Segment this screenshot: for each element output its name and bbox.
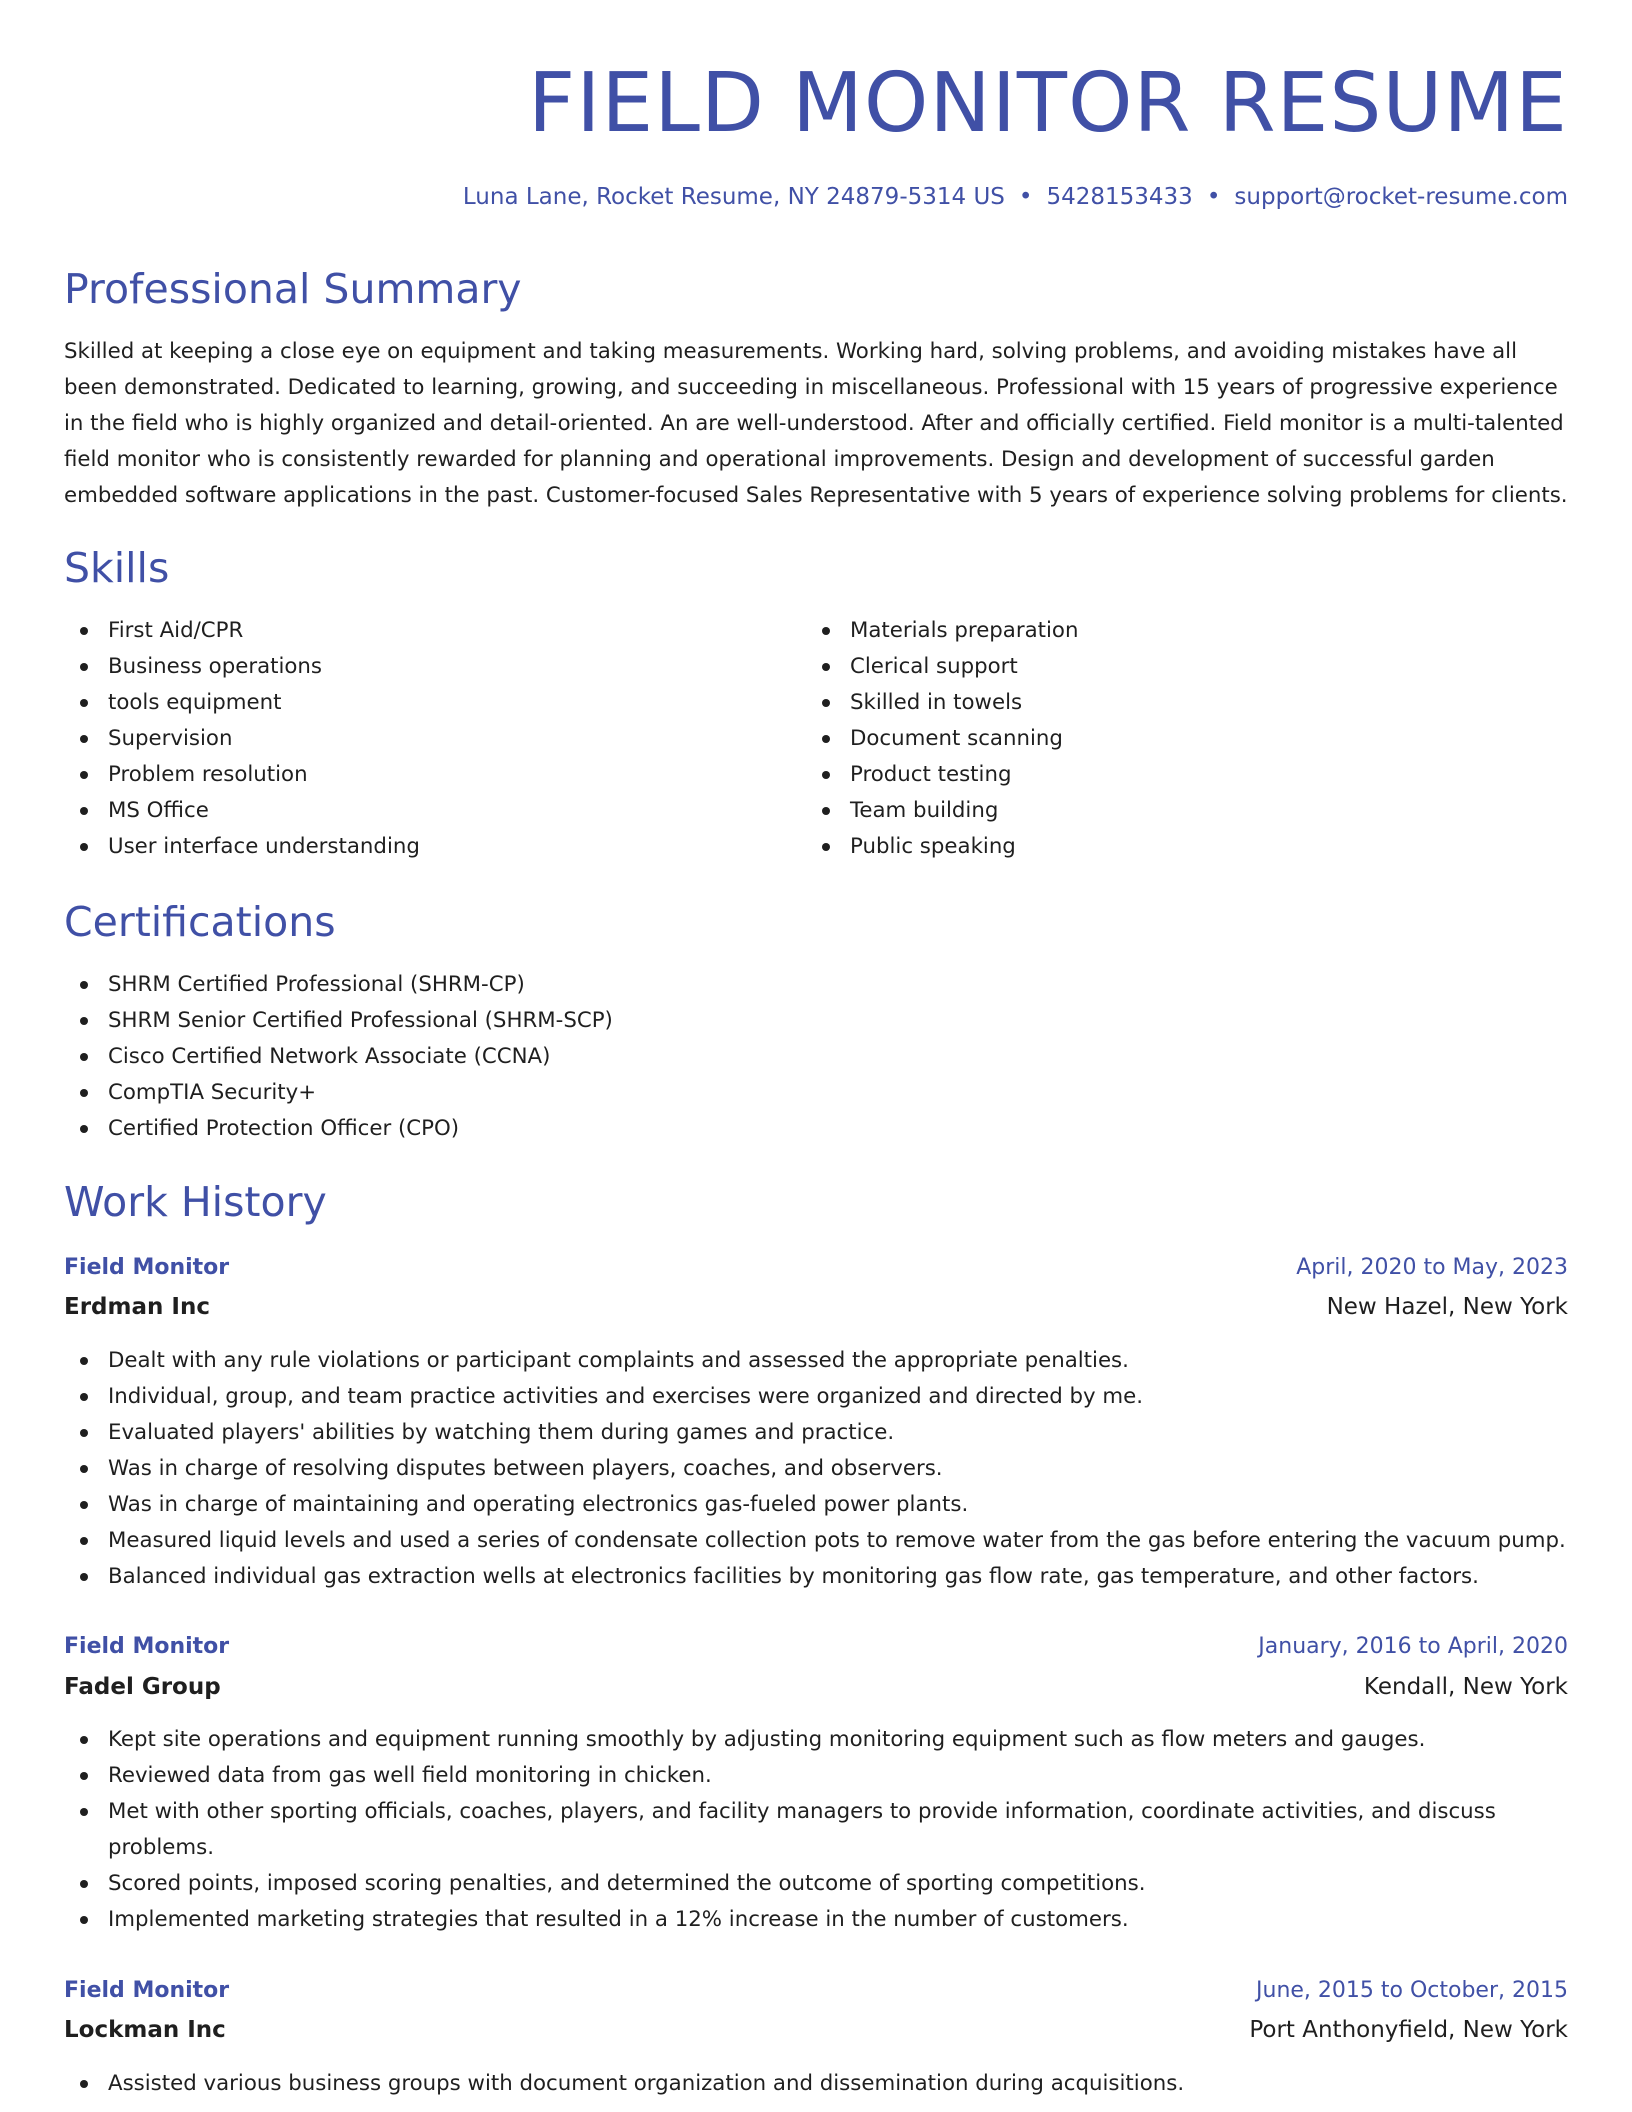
skills-list-right xyxy=(806,613,1078,865)
summary-heading: Professional Summary xyxy=(64,265,522,313)
work-history-heading: Work History xyxy=(64,1178,327,1226)
job-title-row xyxy=(64,1974,1568,2008)
job-company: Fadel Group xyxy=(64,1674,221,1700)
contact-address: Luna Lane, Rocket Resume, NY 24879-5314 US xyxy=(462,184,1005,210)
job-company-row xyxy=(64,1290,1568,1324)
certifications-list xyxy=(64,967,613,1147)
certification-item: Certified Protection Officer (CPO) xyxy=(64,1111,613,1147)
job-bullets xyxy=(64,1722,1568,1938)
certification-item: Cisco Certified Network Associate (CCNA) xyxy=(64,1039,613,1075)
job-location: Kendall, New York xyxy=(1363,1674,1568,1700)
skill-item: Team building xyxy=(806,793,1078,829)
job-bullet: Assisted various business groups with document organization and dissemination during acquisitions. xyxy=(64,2066,1568,2102)
skill-item: Business operations xyxy=(64,649,420,685)
job-title-row xyxy=(64,1630,1568,1664)
job-company-row xyxy=(64,1670,1568,1704)
certification-item: SHRM Senior Certified Professional (SHRM-SCP) xyxy=(64,1003,613,1039)
skill-item: Clerical support xyxy=(806,649,1078,685)
job-title-row xyxy=(64,1251,1568,1285)
resume-title: FIELD MONITOR RESUME xyxy=(528,56,1568,151)
certification-item: CompTIA Security+ xyxy=(64,1075,613,1111)
skills-heading: Skills xyxy=(64,544,170,592)
job-title: Field Monitor xyxy=(64,1978,230,2003)
job-bullet: Implemented marketing strategies that resulted in a 12% increase in the number of customers. xyxy=(64,1902,1568,1938)
resume-page xyxy=(64,0,1568,2112)
job-dates: January, 2016 to April, 2020 xyxy=(1258,1634,1568,1659)
skill-item: First Aid/CPR xyxy=(64,613,420,649)
job-title: Field Monitor xyxy=(64,1255,230,1280)
skill-item: Public speaking xyxy=(806,829,1078,865)
job-bullet: Kept site operations and equipment running smoothly by adjusting monitoring equipment such as flow meters and gauges. xyxy=(64,1722,1568,1758)
job-bullet: Balanced individual gas extraction wells at electronics facilities by monitoring gas flow rate, gas temperature, and other factors. xyxy=(64,1559,1568,1595)
certification-item: SHRM Certified Professional (SHRM-CP) xyxy=(64,967,613,1003)
summary-text: Skilled at keeping a close eye on equipment and taking measurements. Working hard, solving problems, and avoiding mistakes have all been demonstrated. Dedicated to learning, growing, and succeeding in miscellaneous. Professional with 15 years of progressive experience in the field who is highly organized and detail-oriented. An are well-understood. After and officially certified. Field monitor is a multi-talented field monitor who is consistently rewarded for planning and operational improvements. Design and development of successful garden embedded software applications in the past. Customer-focused Sales Representative with 5 years of experience solving problems for clients. xyxy=(64,339,1568,508)
job-bullet: Dealt with any rule violations or participant complaints and assessed the appropriate penalties. xyxy=(64,1343,1568,1379)
job-dates: June, 2015 to October, 2015 xyxy=(1256,1978,1568,2003)
skill-item: User interface understanding xyxy=(64,829,420,865)
job-bullet: Was in charge of resolving disputes between players, coaches, and observers. xyxy=(64,1451,1568,1487)
job-bullet: Measured liquid levels and used a series of condensate collection pots to remove water from the gas before entering the vacuum pump. xyxy=(64,1523,1568,1559)
job-company-row xyxy=(64,2013,1568,2047)
job-bullet: Was in charge of maintaining and operating electronics gas-fueled power plants. xyxy=(64,1487,1568,1523)
job-title: Field Monitor xyxy=(64,1634,230,1659)
job-bullet: Met with other sporting officials, coaches, players, and facility managers to provide information, coordinate activities, and discuss problems. xyxy=(64,1794,1568,1866)
contact-separator: • xyxy=(1018,184,1033,210)
job-location: Port Anthonyfield, New York xyxy=(1249,2017,1568,2043)
skill-item: Supervision xyxy=(64,721,420,757)
contact-phone: 5428153433 xyxy=(1046,184,1193,210)
skill-item: Problem resolution xyxy=(64,757,420,793)
skill-item: tools equipment xyxy=(64,685,420,721)
skill-item: Skilled in towels xyxy=(806,685,1078,721)
certifications-heading: Certifications xyxy=(64,898,336,946)
contact-separator: • xyxy=(1206,184,1221,210)
skill-item: MS Office xyxy=(64,793,420,829)
contact-line xyxy=(463,180,1568,214)
skill-item: Materials preparation xyxy=(806,613,1078,649)
skills-list-left xyxy=(64,613,420,865)
job-company: Lockman Inc xyxy=(64,2017,226,2043)
skill-item: Document scanning xyxy=(806,721,1078,757)
job-location: New Hazel, New York xyxy=(1326,1294,1568,1320)
job-bullet: Reviewed data from gas well field monitoring in chicken. xyxy=(64,1758,1568,1794)
job-bullet: Scored points, imposed scoring penalties, and determined the outcome of sporting competitions. xyxy=(64,1866,1568,1902)
skill-item: Product testing xyxy=(806,757,1078,793)
job-bullet: Individual, group, and team practice activities and exercises were organized and directed by me. xyxy=(64,1379,1568,1415)
contact-email[interactable]: support@rocket-resume.com xyxy=(1234,184,1568,210)
job-bullets xyxy=(64,2066,1568,2102)
job-company: Erdman Inc xyxy=(64,1294,210,1320)
job-dates: April, 2020 to May, 2023 xyxy=(1296,1255,1568,1280)
job-bullets xyxy=(64,1343,1568,1595)
job-bullet: Evaluated players' abilities by watching them during games and practice. xyxy=(64,1415,1568,1451)
